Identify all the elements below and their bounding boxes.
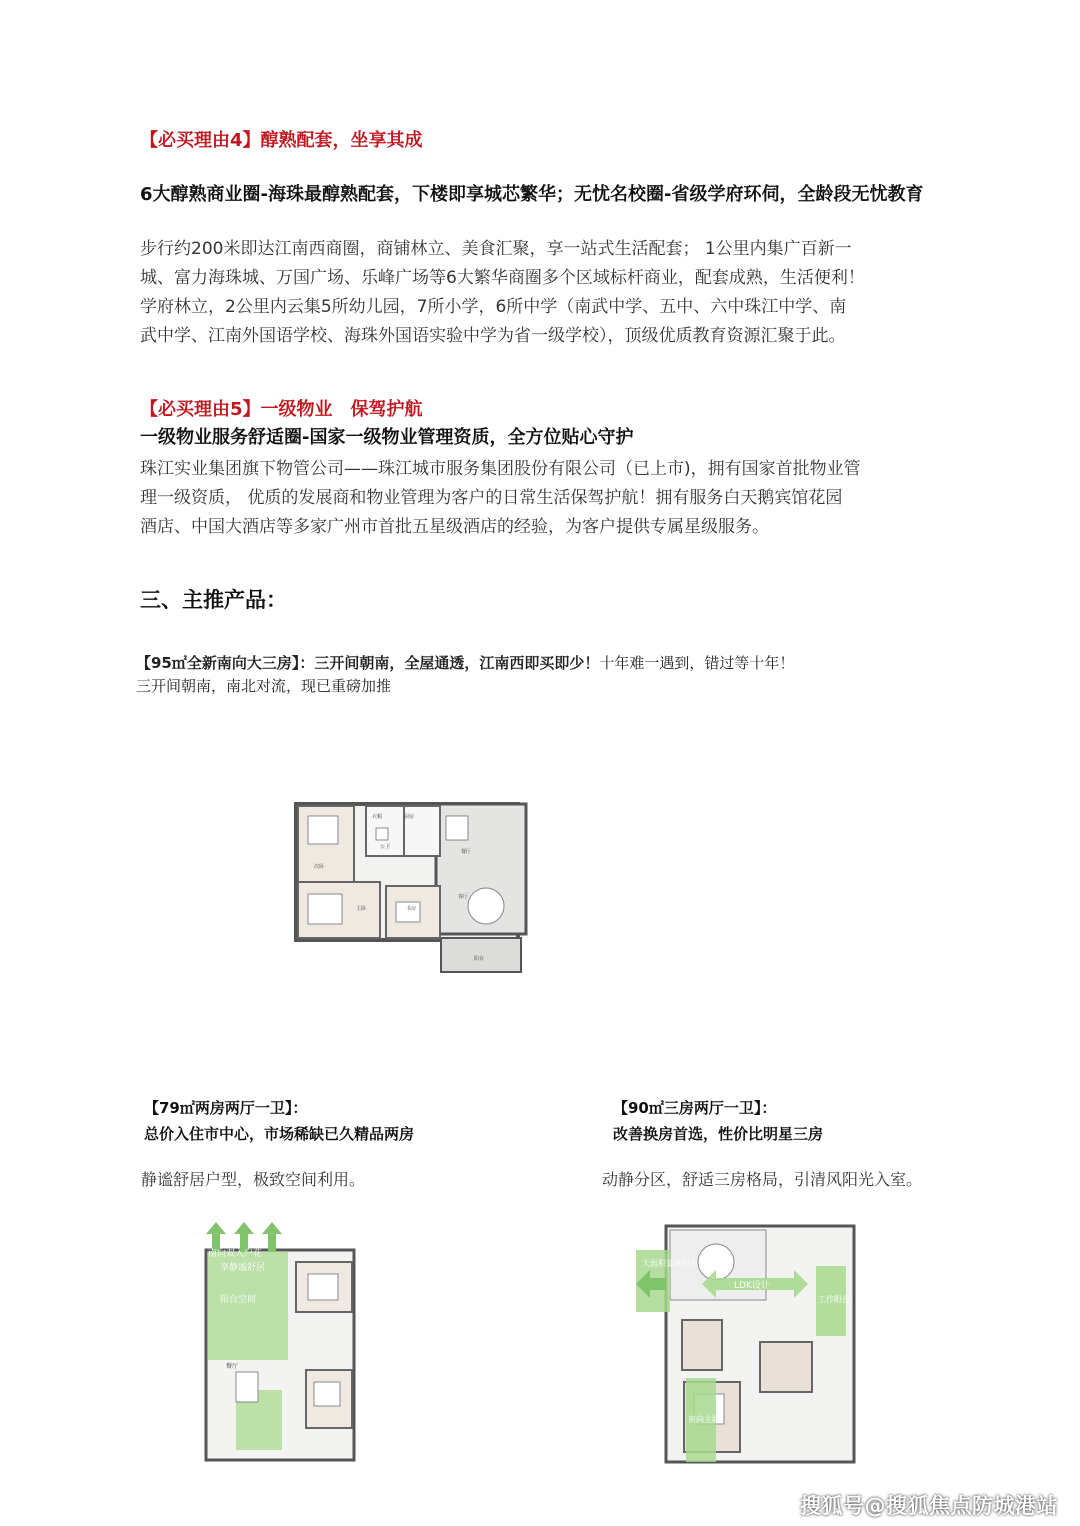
body-line: 城、富力海珠城、万国广场、乐峰广场等6大繁华商圈多个区域标杆商业，配套成熟，生活便利！ — [140, 268, 865, 288]
plan-label: 餐厅 — [226, 1363, 239, 1370]
body-line: 步行约200米即达江南西商圈，商铺林立、美食汇聚，享一站式生活配套； 1公里内集广百新一 — [140, 239, 852, 259]
section-title: 三、主推产品： — [140, 588, 287, 612]
product95-line2: 三开间朝南，南北对流，现已重磅加推 — [136, 677, 392, 695]
reason4-body — [140, 235, 970, 351]
plan-label: 大面积景观阳台 — [642, 1259, 698, 1268]
product95-caption — [136, 652, 966, 698]
plan-label: 客厅 — [458, 894, 469, 900]
plan-label: 厨房 — [404, 814, 415, 820]
product90-desc: 动静分区，舒适三房格局，引清风阳光入室。 — [602, 1170, 923, 1189]
plan-label: LDK设计 — [734, 1281, 770, 1291]
reason5-subtitle: 一级物业服务舒适圈-国家一级物业管理资质，全方位贴心守护 — [140, 427, 634, 448]
plan-label: 享静谧舒居 — [220, 1263, 266, 1273]
product79-desc: 静谧舒居户型，极致空间利用。 — [141, 1170, 366, 1189]
plan-label: 餐厅 — [461, 849, 472, 855]
product79-caption — [144, 1095, 414, 1147]
plan-label: 主卧 — [356, 906, 367, 912]
plan-label: 南向双入户花 — [208, 1249, 263, 1259]
plan-label: 书房 — [406, 906, 417, 912]
floorplan-79-image — [196, 1222, 364, 1462]
body-line: 武中学、江南外国语学校、海珠外国语实验中学为省一级学校），顶级优质教育资源汇聚于此。 — [140, 326, 846, 346]
product95-headline: 【95㎡全新南向大三房】：三开间朝南，全屋通透，江南西即买即少！ — [136, 654, 600, 672]
body-line: 珠江实业集团旗下物管公司——珠江城市服务集团股份有限公司（已上市)，拥有国家首批物业管 — [140, 459, 861, 479]
floorplan-95-image — [286, 798, 548, 976]
plan-label: 阳台空间 — [220, 1295, 257, 1305]
product79-subtitle: 总价入住市中心，市场稀缺已久精品两房 — [144, 1125, 415, 1143]
plan-label: 阳台 — [474, 956, 485, 962]
body-line: 理一级资质， 优质的发展商和物业管理为客户的日常生活保驾护航！拥有服务白天鹅宾馆花园 — [140, 488, 843, 508]
product90-caption — [613, 1095, 823, 1147]
plan-label: 公卫 — [380, 844, 391, 850]
plan-label: 工作阳台 — [818, 1295, 850, 1304]
product90-subtitle: 改善换房首选，性价比明星三房 — [613, 1125, 824, 1143]
plan-label: 次卧 — [314, 864, 325, 870]
reason5-title: 【必买理由5】一级物业 保驾护航 — [140, 399, 423, 420]
reason4-subtitle: 6大醇熟商业圈-海珠最醇熟配套，下楼即享城芯繁华；无忧名校圈-省级学府环伺，全龄段无忧教育 — [140, 184, 924, 205]
reason5-body — [140, 455, 970, 542]
product79-title: 【79㎡两房两厅一卫】： — [144, 1099, 308, 1117]
floorplan-90-image — [636, 1222, 858, 1466]
product95-tagline: 十年难一遇到，错过等十年！ — [599, 654, 795, 672]
plan-label: 南向主卧 — [688, 1415, 720, 1424]
body-line: 学府林立，2公里内云集5所幼儿园，7所小学，6所中学（南武中学、五中、六中珠江中学、南 — [140, 297, 847, 317]
reason4-title: 【必买理由4】醇熟配套，坐享其成 — [140, 130, 423, 151]
plan-label: 衣帽 — [372, 814, 383, 820]
body-line: 酒店、中国大酒店等多家广州市首批五星级酒店的经验，为客户提供专属星级服务。 — [140, 517, 769, 537]
product90-title: 【90㎡三房两厅一卫】： — [613, 1099, 777, 1117]
watermark-text: 搜狐号@搜狐焦点防城港站 — [800, 1494, 1058, 1518]
